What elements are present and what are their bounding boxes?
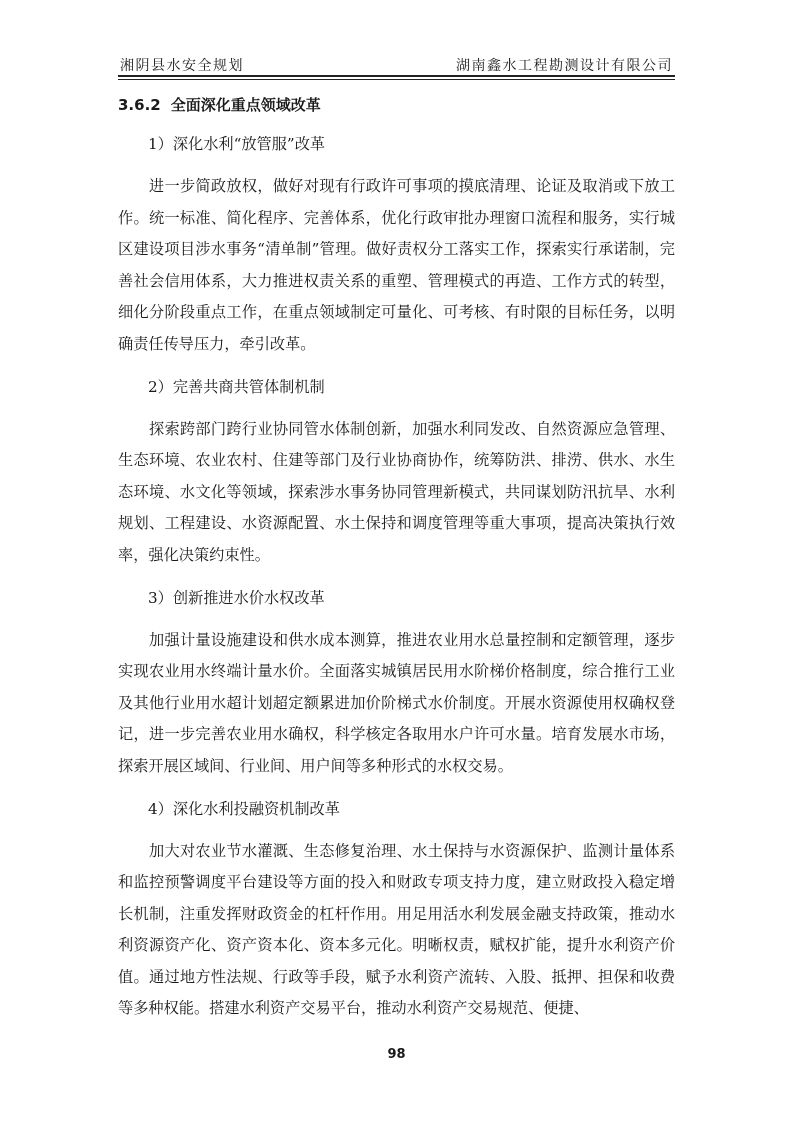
header-document-title: 湘阴县水安全规划 (120, 58, 244, 74)
section-number: 3.6.2 (118, 96, 161, 114)
page-body (118, 92, 675, 1025)
running-header (118, 52, 675, 74)
header-rule (118, 75, 675, 80)
subheading-1: 1）深化水利“放管服”改革 (148, 135, 326, 153)
section-title: 全面深化重点领域改革 (170, 96, 321, 114)
subheading-2: 2）完善共商共管体制机制 (148, 377, 325, 396)
paragraph-3: 加强计量设施建设和供水成本测算，推进农业用水总量控制和定额管理，逐步实现农业用水终端计量水价。全面落实城镇居民用水阶梯价格制度，综合推行工业及其他行业用水超计划超定额累进加价阶梯式水价制度。开展水资源使用权确权登记，进一步完善农业用水确权，科学核定各取用水户许可水量。培育发展水市场，探索开展区域间、行业间、用户间等多种形式的水权交易。 (118, 630, 675, 775)
header-company-name: 湖南鑫水工程勘测设计有限公司 (456, 58, 673, 74)
page-number: 98 (387, 1047, 406, 1062)
paragraph-4: 加大对农业节水灌溉、生态修复治理、水土保持与水资源保护、监测计量体系和监控预警调度平台建设等方面的投入和财政专项支持力度，建立财政投入稳定增长机制，注重发挥财政资金的杠杆作用。用足用活水利发展金融支持政策，推动水利资源资产化、资产资本化、资本多元化。明晰权责，赋权扩能，提升水利资产价值。通过地方性法规、行政等手段，赋予水利资产流转、入股、抵押、担保和收费等多种权能。搭建水利资产交易平台，推动水利资产交易规范、便捷、 (118, 841, 675, 1018)
paragraph-1: 进一步简政放权，做好对现有行政许可事项的摸底清理、论证及取消或下放工作。统一标准、简化程序、完善体系，优化行政审批办理窗口流程和服务，实行城区建设项目涉水事务“清单制”管理。做好责权分工落实工作，探索实行承诺制，完善社会信用体系，大力推进权责关系的重塑、管理模式的再造、工作方式的转型，细化分阶段重点工作，在重点领域制定可量化、可考核、有时限的目标任务，以明确责任传导压力，牵引改革。 (118, 177, 675, 353)
section-heading (118, 92, 675, 118)
paragraph-2: 探索跨部门跨行业协同管水体制创新，加强水利同发改、自然资源应急管理、生态环境、农业农村、住建等部门及行业协商协作，统筹防洪、排涝、供水、水生态环境、水文化等领域，探索涉水事务协同管理新模式，共同谋划防汛抗旱、水利规划、工程建设、水资源配置、水土保持和调度管理等重大事项，提高决策执行效率，强化决策约束性。 (118, 419, 675, 564)
subheading-4: 4）深化水利投融资机制改革 (148, 799, 340, 818)
subheading-3: 3）创新推进水价水权改革 (148, 588, 325, 607)
